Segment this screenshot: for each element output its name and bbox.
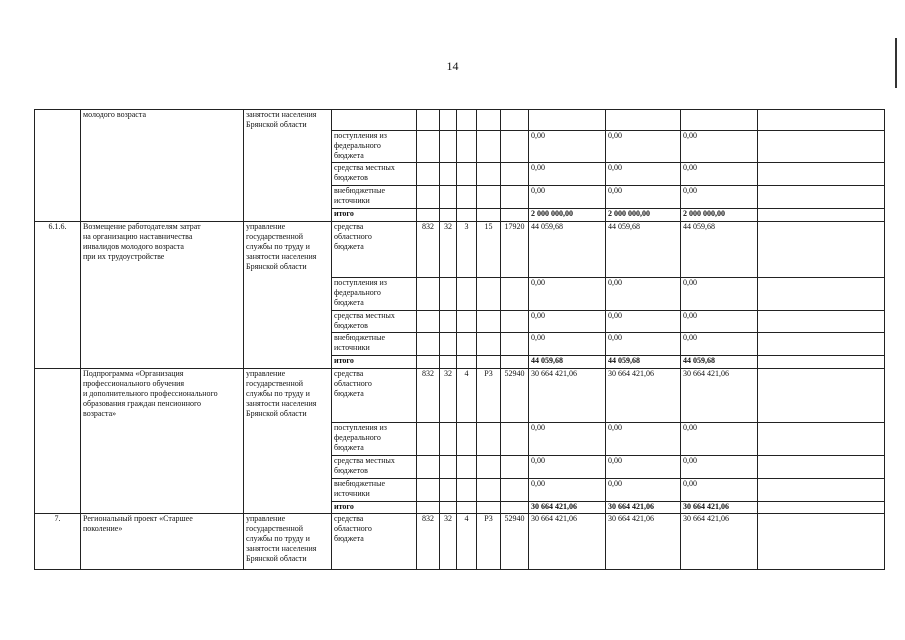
scan-edge-mark: [895, 38, 897, 88]
amount-cell: 30 664 421,06: [606, 502, 681, 514]
amount-cell: 44 059,68: [606, 356, 681, 369]
empty-cell: [758, 514, 885, 570]
budget-code-cell: [477, 479, 501, 502]
budget-code-cell: [440, 423, 457, 456]
budget-code-cell: [457, 163, 477, 186]
empty-cell: [758, 311, 885, 333]
amount-cell: 30 664 421,06: [681, 502, 758, 514]
amount-cell: 0,00: [606, 456, 681, 479]
budget-code-cell: 32: [440, 514, 457, 570]
amount-cell: 0,00: [529, 456, 606, 479]
budget-code-cell: 832: [417, 222, 440, 278]
funding-source-cell: средства местных бюджетов: [332, 163, 417, 186]
amount-cell: 30 664 421,06: [529, 502, 606, 514]
budget-code-cell: 32: [440, 369, 457, 423]
item-name-cell: молодого возраста: [81, 110, 244, 222]
item-number-cell: 6.1.6.: [35, 222, 81, 369]
budget-code-cell: [457, 186, 477, 209]
amount-cell: 44 059,68: [529, 222, 606, 278]
budget-code-cell: 4: [457, 514, 477, 570]
budget-code-cell: 832: [417, 514, 440, 570]
budget-code-cell: [501, 456, 529, 479]
budget-code-cell: [440, 311, 457, 333]
budget-code-cell: [417, 163, 440, 186]
item-name-cell: Региональный проект «Старшее поколение»: [81, 514, 244, 570]
budget-code-cell: [501, 186, 529, 209]
amount-cell: 30 664 421,06: [606, 514, 681, 570]
table-row: [35, 369, 885, 423]
funding-source-cell: средства местных бюджетов: [332, 456, 417, 479]
funding-source-cell: внебюджетные источники: [332, 186, 417, 209]
budget-code-cell: [501, 311, 529, 333]
budget-code-cell: [417, 423, 440, 456]
budget-code-cell: 17920: [501, 222, 529, 278]
budget-code-cell: [501, 163, 529, 186]
amount-cell: 44 059,68: [681, 356, 758, 369]
funding-source-cell: итого: [332, 209, 417, 222]
amount-cell: 30 664 421,06: [529, 369, 606, 423]
table-row: [35, 222, 885, 278]
budget-code-cell: [477, 209, 501, 222]
budget-code-cell: [440, 456, 457, 479]
amount-cell: 0,00: [606, 131, 681, 163]
budget-code-cell: [477, 163, 501, 186]
budget-code-cell: [417, 131, 440, 163]
budget-code-cell: [477, 356, 501, 369]
amount-cell: 0,00: [529, 311, 606, 333]
budget-code-cell: [501, 110, 529, 131]
budget-code-cell: [501, 356, 529, 369]
budget-code-cell: [477, 311, 501, 333]
budget-code-cell: [440, 186, 457, 209]
funding-source-cell: средства местных бюджетов: [332, 311, 417, 333]
budget-code-cell: [477, 502, 501, 514]
budget-code-cell: [501, 131, 529, 163]
amount-cell: 44 059,68: [681, 222, 758, 278]
table-body: [35, 110, 885, 570]
budget-code-cell: [440, 479, 457, 502]
amount-cell: 0,00: [606, 163, 681, 186]
executor-cell: управление государственной службы по труду и занятости населения Брянской области: [244, 369, 332, 514]
amount-cell: [606, 110, 681, 131]
page-number: 14: [446, 59, 459, 73]
amount-cell: 0,00: [529, 163, 606, 186]
amount-cell: 0,00: [681, 186, 758, 209]
budget-code-cell: [417, 333, 440, 356]
budget-code-cell: [501, 502, 529, 514]
empty-cell: [758, 186, 885, 209]
table-row: [35, 110, 885, 131]
amount-cell: 0,00: [606, 311, 681, 333]
budget-code-cell: 52940: [501, 514, 529, 570]
budget-code-cell: [501, 209, 529, 222]
budget-code-cell: [477, 423, 501, 456]
amount-cell: 30 664 421,06: [606, 369, 681, 423]
executor-cell: управление государственной службы по труду и занятости населения Брянской области: [244, 514, 332, 570]
amount-cell: [681, 110, 758, 131]
budget-code-cell: [477, 456, 501, 479]
amount-cell: 30 664 421,06: [681, 369, 758, 423]
budget-code-cell: Р3: [477, 369, 501, 423]
budget-code-cell: [457, 356, 477, 369]
budget-code-cell: 52940: [501, 369, 529, 423]
budget-code-cell: [477, 278, 501, 311]
amount-cell: 2 000 000,00: [606, 209, 681, 222]
table-row: [35, 514, 885, 570]
funding-source-cell: средства областного бюджета: [332, 514, 417, 570]
amount-cell: 0,00: [606, 479, 681, 502]
budget-code-cell: [501, 278, 529, 311]
funding-source-cell: средства областного бюджета: [332, 222, 417, 278]
budget-code-cell: [440, 209, 457, 222]
budget-code-cell: [417, 110, 440, 131]
funding-source-cell: [332, 110, 417, 131]
budget-code-cell: [457, 131, 477, 163]
budget-code-cell: [457, 278, 477, 311]
executor-cell: управление государственной службы по труду и занятости населения Брянской области: [244, 222, 332, 369]
empty-cell: [758, 333, 885, 356]
budget-code-cell: 3: [457, 222, 477, 278]
empty-cell: [758, 131, 885, 163]
funding-source-cell: средства областного бюджета: [332, 369, 417, 423]
empty-cell: [758, 369, 885, 423]
amount-cell: 0,00: [681, 278, 758, 311]
budget-code-cell: [501, 423, 529, 456]
budget-code-cell: [477, 131, 501, 163]
funding-source-cell: итого: [332, 502, 417, 514]
amount-cell: 30 664 421,06: [529, 514, 606, 570]
budget-code-cell: [457, 502, 477, 514]
budget-code-cell: [417, 479, 440, 502]
amount-cell: [529, 110, 606, 131]
funding-source-cell: поступления из федерального бюджета: [332, 423, 417, 456]
budget-code-cell: 4: [457, 369, 477, 423]
budget-code-cell: [417, 186, 440, 209]
item-number-cell: 7.: [35, 514, 81, 570]
item-number-cell: [35, 110, 81, 222]
budget-code-cell: [440, 131, 457, 163]
amount-cell: 0,00: [681, 423, 758, 456]
amount-cell: 0,00: [529, 333, 606, 356]
budget-code-cell: [417, 356, 440, 369]
budget-code-cell: [477, 186, 501, 209]
budget-code-cell: [477, 333, 501, 356]
amount-cell: 0,00: [606, 186, 681, 209]
budget-table: [34, 109, 885, 570]
amount-cell: 0,00: [529, 131, 606, 163]
budget-code-cell: [440, 333, 457, 356]
budget-code-cell: [417, 502, 440, 514]
budget-code-cell: [501, 333, 529, 356]
funding-source-cell: внебюджетные источники: [332, 479, 417, 502]
budget-code-cell: [417, 209, 440, 222]
budget-code-cell: 32: [440, 222, 457, 278]
empty-cell: [758, 356, 885, 369]
budget-code-cell: [457, 423, 477, 456]
amount-cell: 0,00: [681, 163, 758, 186]
empty-cell: [758, 423, 885, 456]
empty-cell: [758, 502, 885, 514]
amount-cell: 0,00: [606, 278, 681, 311]
item-name-cell: Возмещение работодателям затрат на организацию наставничества инвалидов молодого возраста при их трудоустройстве: [81, 222, 244, 369]
amount-cell: 0,00: [606, 423, 681, 456]
funding-source-cell: поступления из федерального бюджета: [332, 131, 417, 163]
budget-code-cell: [501, 479, 529, 502]
amount-cell: 0,00: [681, 311, 758, 333]
amount-cell: 0,00: [681, 479, 758, 502]
amount-cell: 30 664 421,06: [681, 514, 758, 570]
amount-cell: 0,00: [681, 131, 758, 163]
budget-code-cell: [417, 278, 440, 311]
funding-source-cell: итого: [332, 356, 417, 369]
empty-cell: [758, 479, 885, 502]
budget-code-cell: [440, 163, 457, 186]
amount-cell: 44 059,68: [529, 356, 606, 369]
budget-code-cell: [457, 479, 477, 502]
amount-cell: 2 000 000,00: [681, 209, 758, 222]
amount-cell: 0,00: [681, 456, 758, 479]
budget-code-cell: [440, 502, 457, 514]
item-name-cell: Подпрограмма «Организация профессионального обучения и дополнительного профессионального образования граждан пенсионного возраста»: [81, 369, 244, 514]
amount-cell: 0,00: [606, 333, 681, 356]
empty-cell: [758, 209, 885, 222]
budget-code-cell: Р3: [477, 514, 501, 570]
budget-code-cell: 832: [417, 369, 440, 423]
empty-cell: [758, 163, 885, 186]
empty-cell: [758, 278, 885, 311]
amount-cell: 0,00: [529, 423, 606, 456]
amount-cell: 0,00: [529, 186, 606, 209]
budget-code-cell: [440, 110, 457, 131]
empty-cell: [758, 110, 885, 131]
empty-cell: [758, 222, 885, 278]
executor-cell: занятости населения Брянской области: [244, 110, 332, 222]
amount-cell: 44 059,68: [606, 222, 681, 278]
budget-code-cell: [457, 110, 477, 131]
budget-code-cell: [477, 110, 501, 131]
amount-cell: 0,00: [529, 479, 606, 502]
budget-code-cell: [457, 456, 477, 479]
budget-code-cell: [457, 333, 477, 356]
budget-code-cell: 15: [477, 222, 501, 278]
funding-source-cell: поступления из федерального бюджета: [332, 278, 417, 311]
funding-source-cell: внебюджетные источники: [332, 333, 417, 356]
budget-code-cell: [417, 311, 440, 333]
budget-code-cell: [417, 456, 440, 479]
amount-cell: 0,00: [681, 333, 758, 356]
empty-cell: [758, 456, 885, 479]
budget-code-cell: [457, 311, 477, 333]
amount-cell: 0,00: [529, 278, 606, 311]
budget-code-cell: [440, 356, 457, 369]
budget-code-cell: [457, 209, 477, 222]
amount-cell: 2 000 000,00: [529, 209, 606, 222]
item-number-cell: [35, 369, 81, 514]
budget-code-cell: [440, 278, 457, 311]
